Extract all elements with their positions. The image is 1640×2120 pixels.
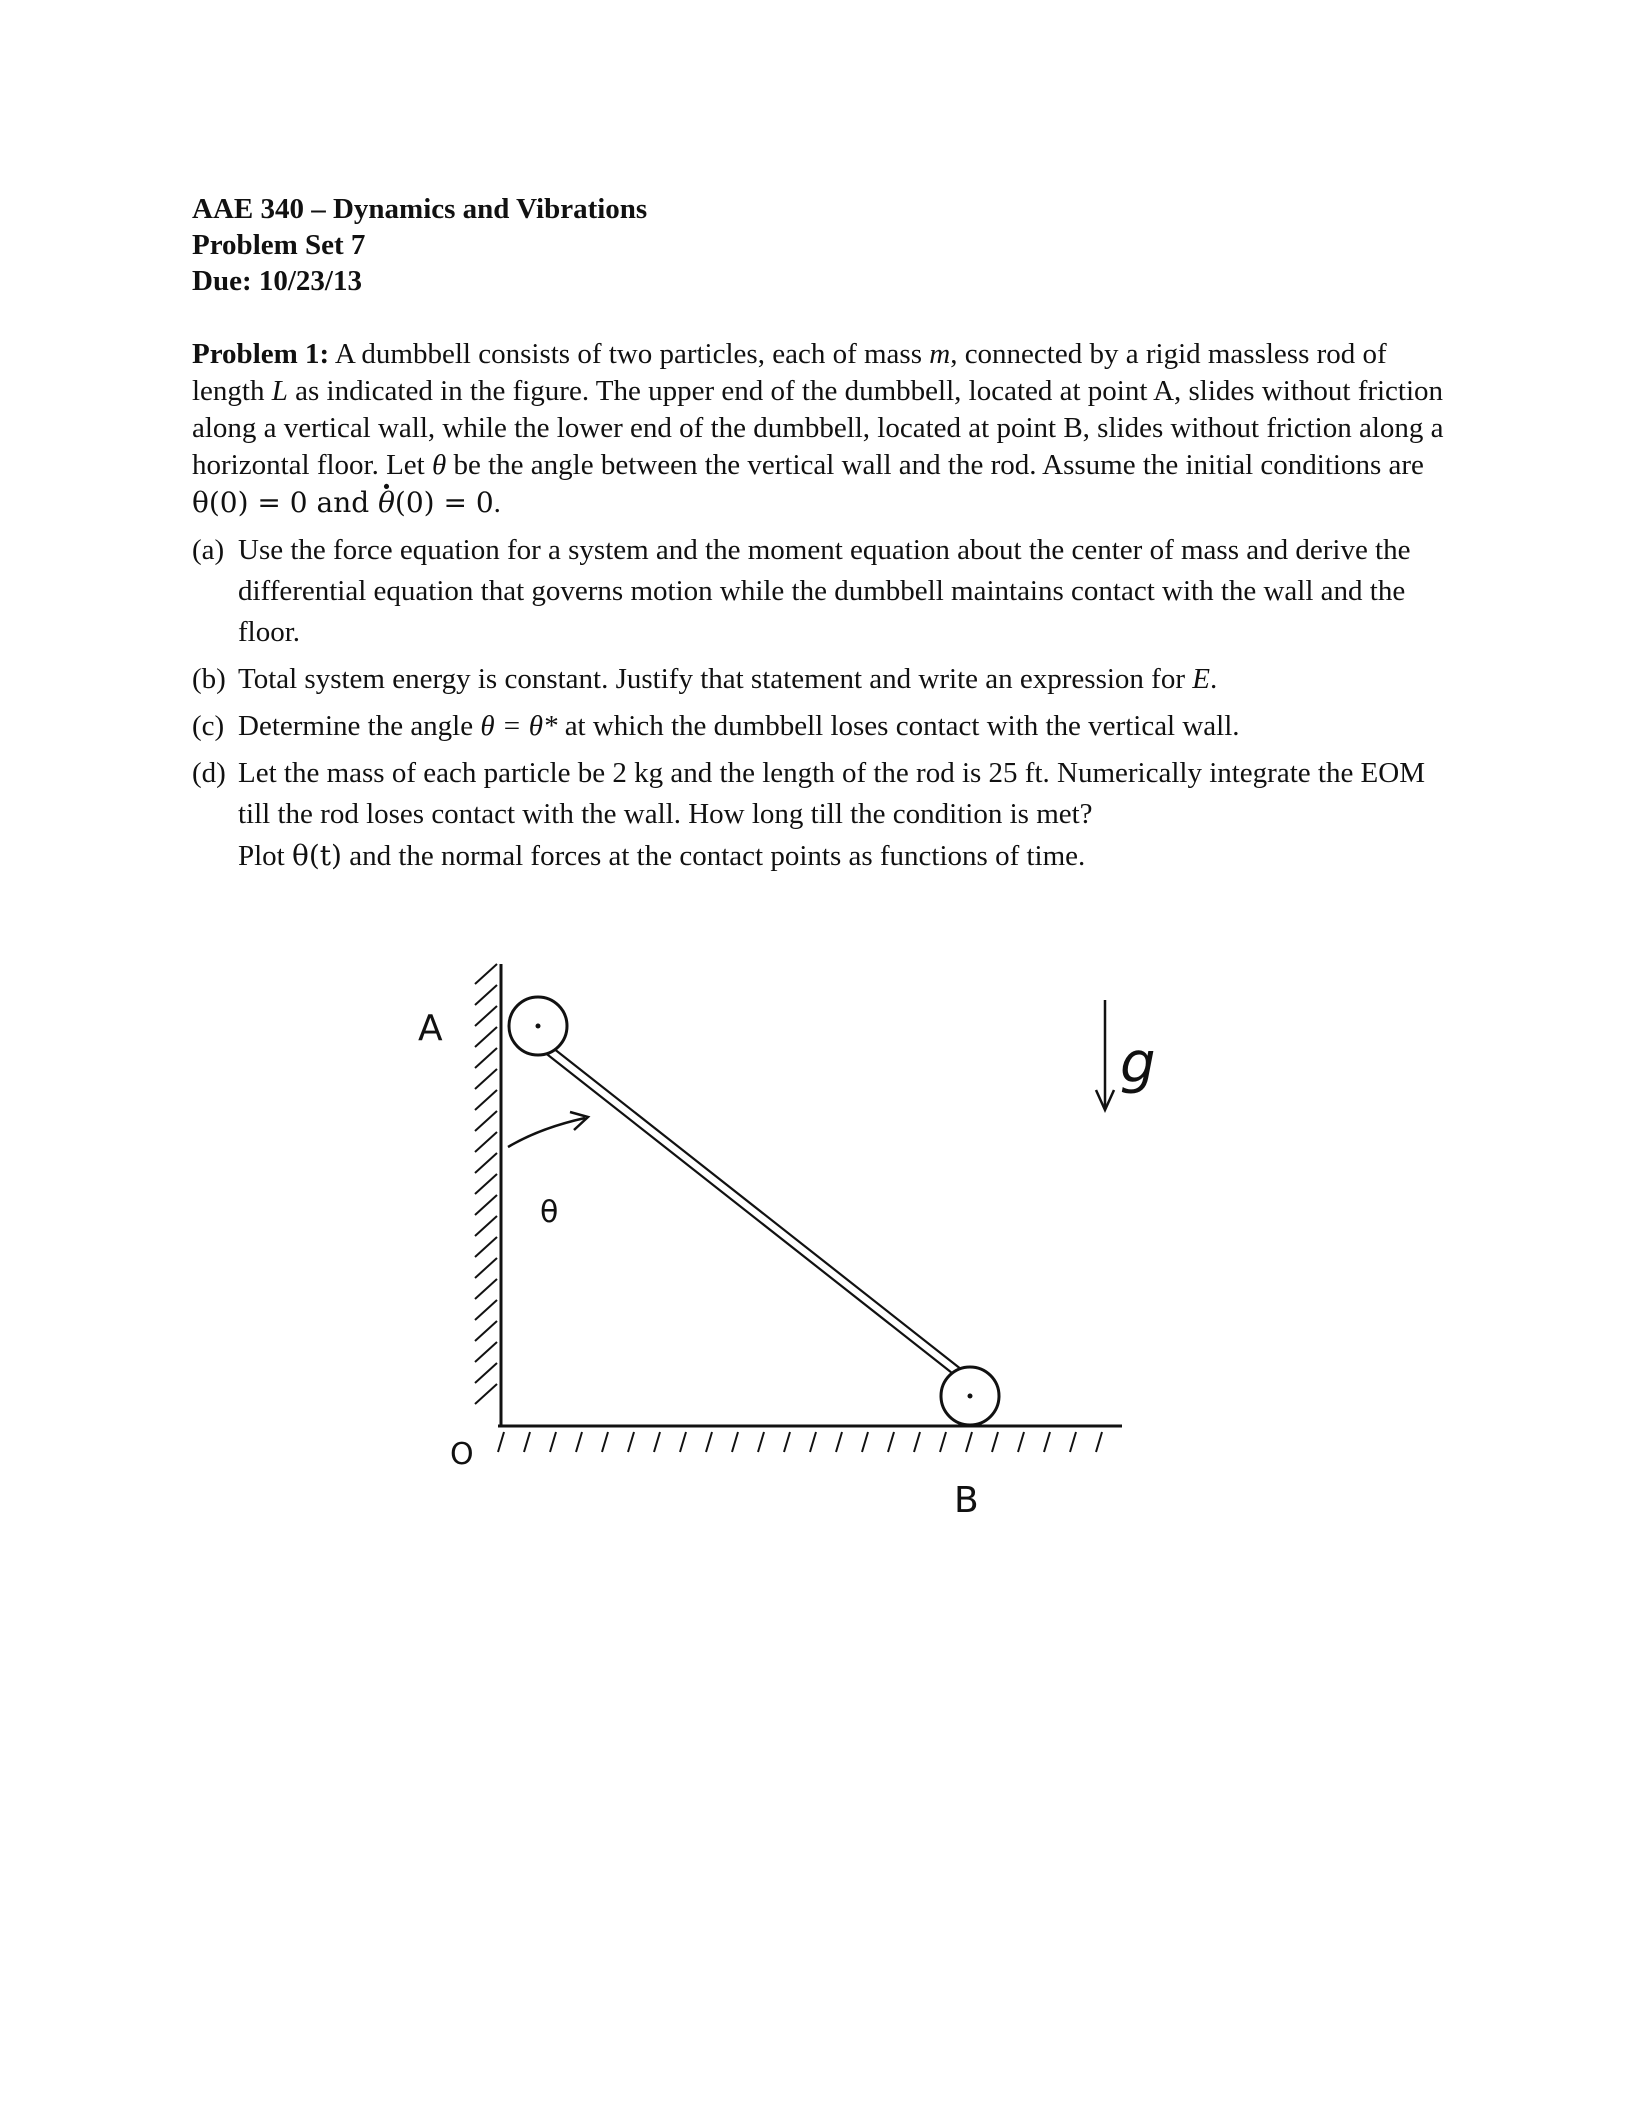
part-text-post: and the normal forces at the contact points as functions of time. <box>341 840 1086 872</box>
theta-symbol: θ <box>432 449 447 481</box>
floor-hatch-mark <box>1070 1432 1076 1452</box>
label-a: A <box>418 1008 443 1049</box>
part-b <box>192 659 1452 700</box>
floor-hatch-mark <box>862 1432 868 1452</box>
part-c <box>192 706 1452 747</box>
problem-1 <box>192 336 1452 883</box>
part-text: Use the force equation for a system and the moment equation about the center of mass and derive the differential equation that governs motion while the dumbbell maintains contact with the wall and the floor. <box>238 534 1411 648</box>
floor-hatch-mark <box>1096 1432 1102 1452</box>
initial-condition-2-value: (0) = 0 <box>394 486 494 519</box>
wall-hatch-mark <box>475 1363 497 1383</box>
mass-symbol: m <box>929 338 951 370</box>
part-label: (b) <box>192 663 226 695</box>
floor-hatch-mark <box>498 1432 504 1452</box>
statement-text: as indicated in the figure. The upper end of the dumbbell, located at point A, slides without friction along a vertical wall, while the lower end of the dumbbell, located at point B, slides without friction along a horizontal floor. Let <box>192 375 1444 481</box>
floor-hatch-mark <box>784 1432 790 1452</box>
part-label: (c) <box>192 710 225 742</box>
dumbbell-diagram <box>380 940 1180 1540</box>
floor-hatch-mark <box>628 1432 634 1452</box>
wall-hatching <box>475 964 497 1404</box>
wall-hatch-mark <box>475 1069 497 1089</box>
floor-hatch-mark <box>550 1432 556 1452</box>
wall-hatch-mark <box>475 1384 497 1404</box>
floor-hatch-mark <box>654 1432 660 1452</box>
rod-edge <box>534 1044 966 1384</box>
part-text <box>238 659 1452 700</box>
period: . <box>493 487 501 519</box>
and-text: and <box>307 486 379 519</box>
floor-hatch-mark <box>576 1432 582 1452</box>
part-text-pre: Plot <box>238 840 292 872</box>
wall-hatch-mark <box>475 1111 497 1131</box>
wall-hatch-mark <box>475 1216 497 1236</box>
problem-statement <box>192 336 1452 522</box>
initial-condition-1: θ(0) = 0 <box>192 486 308 519</box>
energy-symbol: E <box>1192 663 1210 695</box>
wall-hatch-mark <box>475 1237 497 1257</box>
floor-hatch-mark <box>914 1432 920 1452</box>
theta-dot-symbol: · θ <box>378 484 395 521</box>
document-header <box>192 191 647 299</box>
wall-hatch-mark <box>475 1132 497 1152</box>
theta-arc <box>508 1118 585 1147</box>
wall-hatch-mark <box>475 1153 497 1173</box>
wall-hatch-mark <box>475 1279 497 1299</box>
wall-hatch-mark <box>475 1048 497 1068</box>
floor-hatching <box>498 1432 1102 1452</box>
mass-a-center <box>536 1024 541 1029</box>
label-o: O <box>450 1437 474 1472</box>
theta-of-t: θ(t) <box>292 839 342 872</box>
critical-angle-equation: θ = θ* <box>480 710 558 742</box>
wall-hatch-mark <box>475 1300 497 1320</box>
floor-hatch-mark <box>706 1432 712 1452</box>
floor-hatch-mark <box>1018 1432 1024 1452</box>
statement-text: , connected by a rigid massless rod of length <box>192 338 1387 407</box>
length-symbol: L <box>271 375 288 407</box>
wall-hatch-mark <box>475 964 497 984</box>
problem-set-number: Problem Set 7 <box>192 229 366 261</box>
floor-hatch-mark <box>810 1432 816 1452</box>
wall-hatch-mark <box>475 1258 497 1278</box>
floor-hatch-mark <box>680 1432 686 1452</box>
wall-hatch-mark <box>475 1006 497 1026</box>
floor-hatch-mark <box>732 1432 738 1452</box>
problem-parts <box>192 530 1452 877</box>
floor-hatch-mark <box>524 1432 530 1452</box>
label-theta: θ <box>540 1195 559 1230</box>
part-text: Let the mass of each particle be 2 kg and the length of the rod is 25 ft. Numerically integrate the EOM till the rod loses contact with the wall. How long till the condition is met? <box>238 757 1426 830</box>
floor-hatch-mark <box>758 1432 764 1452</box>
wall-hatch-mark <box>475 1342 497 1362</box>
label-b: B <box>954 1480 979 1521</box>
floor-hatch-mark <box>602 1432 608 1452</box>
dumbbell-figure <box>380 940 1180 1540</box>
floor-hatch-mark <box>888 1432 894 1452</box>
label-g: g <box>1120 1031 1156 1096</box>
part-text-post: . <box>1209 663 1218 695</box>
part-text-pre: Total system energy is constant. Justify that statement and write an expression for <box>238 663 1193 695</box>
floor-hatch-mark <box>966 1432 972 1452</box>
part-a <box>192 530 1452 653</box>
course-title: AAE 340 – Dynamics and Vibrations <box>192 193 648 225</box>
rod-edge <box>539 1037 971 1377</box>
floor-hatch-mark <box>1044 1432 1050 1452</box>
part-text-post: at which the dumbbell loses contact with the vertical wall. <box>557 710 1240 742</box>
floor-hatch-mark <box>836 1432 842 1452</box>
statement-text: be the angle between the vertical wall and the rod. Assume the initial conditions are <box>446 449 1424 481</box>
part-text-pre: Determine the angle <box>238 710 481 742</box>
part-text-line2 <box>238 835 1452 877</box>
part-text <box>238 706 1452 747</box>
part-label: (a) <box>192 534 225 566</box>
problem-label: Problem 1: <box>192 338 330 370</box>
floor-hatch-mark <box>992 1432 998 1452</box>
wall-hatch-mark <box>475 1174 497 1194</box>
part-d <box>192 753 1452 877</box>
wall-hatch-mark <box>475 1027 497 1047</box>
wall-hatch-mark <box>475 1195 497 1215</box>
floor-hatch-mark <box>940 1432 946 1452</box>
wall-hatch-mark <box>475 1090 497 1110</box>
wall-hatch-mark <box>475 1321 497 1341</box>
initial-condition-2 <box>378 486 494 519</box>
wall-hatch-mark <box>475 985 497 1005</box>
statement-text: A dumbbell consists of two particles, each of mass <box>329 338 930 370</box>
due-date: Due: 10/23/13 <box>192 265 362 297</box>
mass-b-center <box>968 1394 973 1399</box>
part-label: (d) <box>192 757 226 789</box>
